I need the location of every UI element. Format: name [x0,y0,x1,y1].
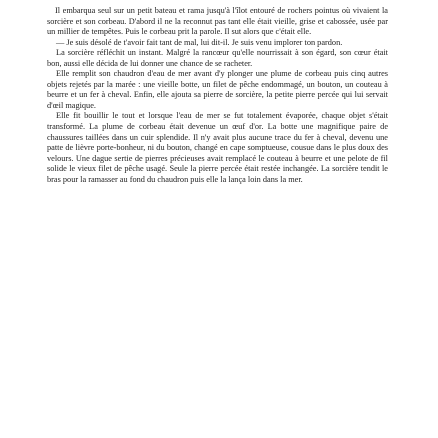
book-page [47,6,388,434]
paragraph-5: Elle fit bouillir le tout et lorsque l'eau de mer se fut totalement évaporée, chaque objet s'était transformé. La plume de corbeau était devenue un œuf d'or. La botte une magnifique paire de chaussures taillées dans un cuir splendide. Il n'y avait plus aucune trace du fer à cheval, devenu une patte de lièvre porte-bonheur, ni du bouton, changé en cape somptueuse, cousue dans le plus doux des velours. Une dague sertie de pierres précieuses avait remplacé le couteau à beurre et une pelote de fil solide le vieux filet de pêche usagé. Seule la pierre percée était restée inchangée. La sorcière tendit le bras pour la ramasser au fond du chaudron puis elle la lança loin dans la mer. [47,111,388,184]
paragraph-4: Elle remplit son chaudron d'eau de mer avant d'y plonger une plume de corbeau puis cinq autres objets rejetés par la marée : une vieille botte, un filet de pêche endommagé, un bouton, un couteau à beurre et un fer à cheval. Enfin, elle ajouta sa pierre de sorcière, la petite pierre percée qui lui servait d'œil magique. [47,69,388,110]
paragraph-2: — Je suis désolé de t'avoir fait tant de mal, lui dit-il. Je suis venu implorer ton pardon. [56,37,343,47]
paragraph-3: La sorcière réfléchit un instant. Malgré la rancœur qu'elle nourrissait à son égard, son cœur était bon, aussi elle décida de lui donner une chance de se racheter. [47,48,388,68]
paragraph-1: Il embarqua seul sur un petit bateau et rama jusqu'à l'îlot entouré de rochers pointus où vivaient la sorcière et son corbeau. D'abord il ne la reconnut pas tant elle était vieille, grise et cabossée, usée par un millier de tempêtes. Puis le corbeau prit la parole. Il sut alors que c'était elle. [47,6,388,37]
